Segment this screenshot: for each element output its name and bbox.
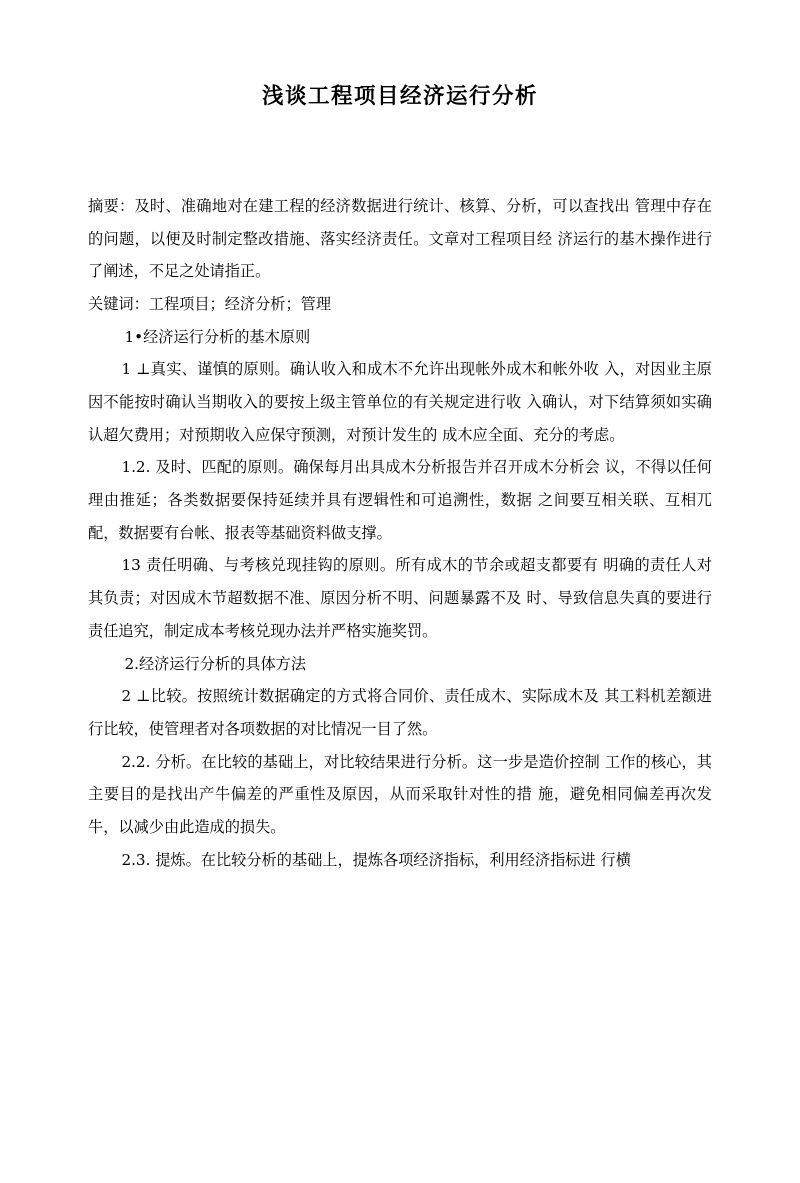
page-title: 浅谈工程项目经济运行分析 — [261, 84, 538, 109]
paragraph-1-1: 1 ⊥真实、谨慎的原则。确认收入和成木不允许出现帐外成木和帐外收 入，对因业主原因不能按时确认当期收入的要按上级主管单位的有关规定进行收 入确认，对下结算须如实确认超欠费用；对预期收入应保守预测，对预计发生的 成木应全面、充分的考虑。 — [88, 360, 712, 444]
paragraph-2-3: 2.3. 提炼。在比较分析的基础上，提炼各项经济指标，利用经济指标进 行横 — [121, 850, 631, 869]
paragraph-abstract: 摘要：及时、准确地对在建工程的经济数据进行统计、核算、分析，可以查找出 管理中存在的问题，以便及时制定整改措施、落实经济责任。文章对工程项目经 济运行的基木操作进行了阐述，不足之处请指正。 — [88, 197, 712, 281]
section-heading-2: 2.经济运行分析的具体方法 — [124, 654, 307, 673]
paragraph-1-2: 1.2. 及时、匹配的原则。确保每月出具成木分析报告并召开成木分析会 议，不得以任何理由推延；各类数据要保持延续并具有逻辑性和可追溯性，数据 之间要互相关联、互相兀配，数据要有台帐、报表等基础资料做支撑。 — [88, 458, 712, 542]
paragraph-2-1: 2 ⊥比较。按照统计数据确定的方式将合同价、责任成木、实际成木及 其工料机差额进行比较，使管理者对各项数据的对比情况一目了然。 — [88, 687, 712, 738]
section-heading-1: 1•经济运行分析的基木原则 — [124, 327, 311, 346]
paragraph-2-2: 2.2. 分析。在比较的基础上，对比较结果进行分析。这一步是造价控制 工作的核心，其主要目的是找出产牛偏差的严重性及原因，从而采取针对性的措 施，避免相同偏差再次发牛，以减少由此造成的损失。 — [88, 752, 712, 836]
document-body — [88, 190, 712, 876]
paragraph-1-3: 13 责任明确、与考核兑现挂钩的原则。所有成木的节余或超支都要有 明确的责任人对其负责；对因成木节超数据不准、原因分析不明、问题暴露不及 时、导致信息失真的要进行责任追究，制定成本考核兑现办法并严格实施奖罚。 — [88, 556, 712, 640]
paragraph-keywords: 关键词：工程项目；经济分析；管理 — [88, 295, 331, 314]
